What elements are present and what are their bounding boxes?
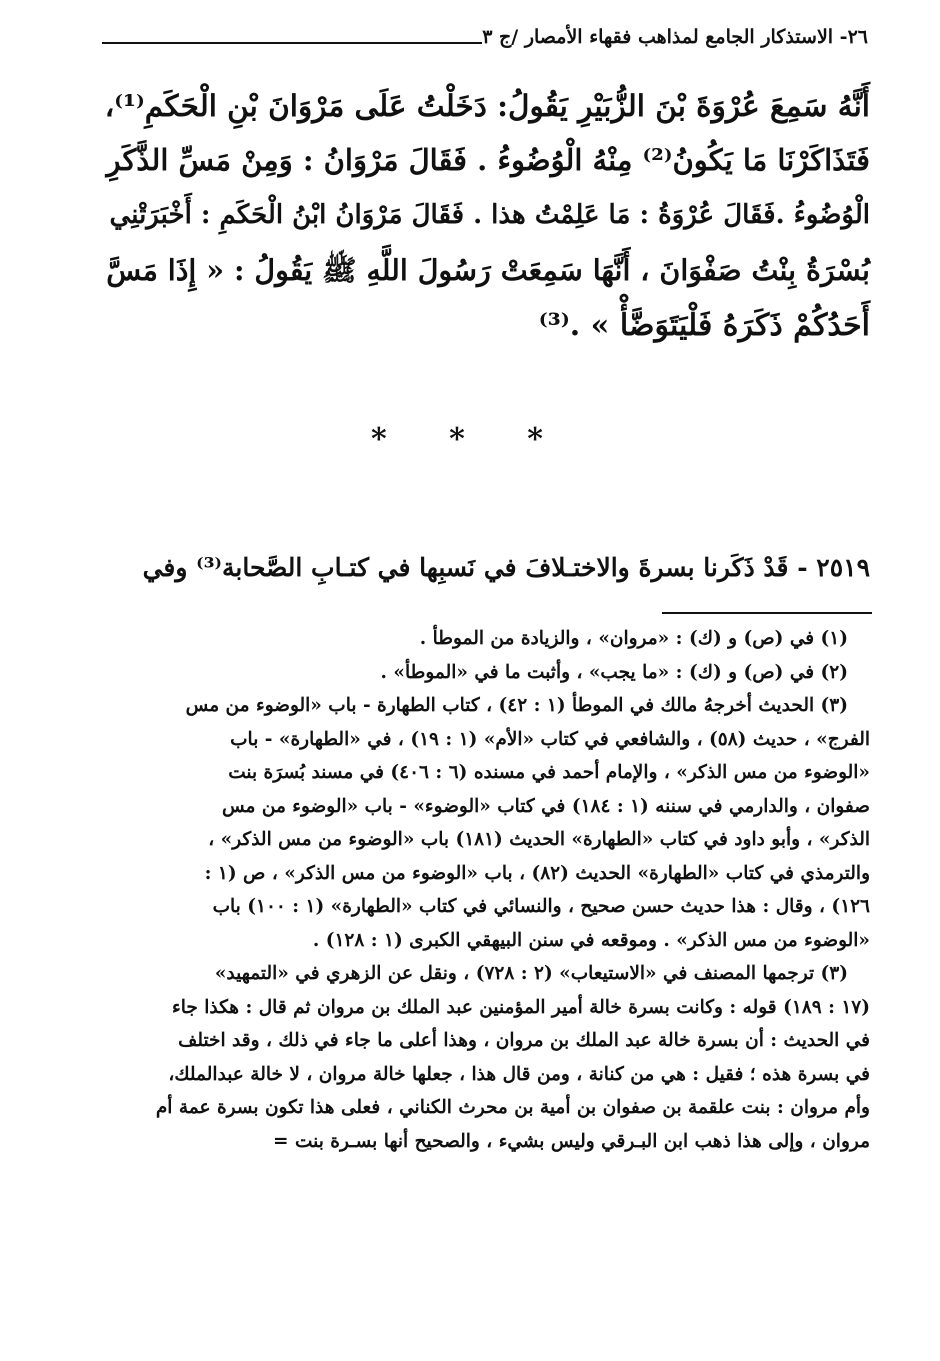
hadith-line: الْوُضُوءُ .فَقَالَ عُرْوَةُ : مَا عَلِمْتُ هذا . فَقَالَ مَرْوَانُ ابْنُ الْحَكَمِ : أَخْبَرَتْنِي [109,200,870,230]
footnote-line: في الحديث : أن بسرة خالة عبد الملك بن مروان ، وهذا أعلى ما جاء في ذلك ، وقد اختلف [178,1030,870,1051]
footnote-line: (٣) ترجمها المصنف في «الاستيعاب» (٢ : ٧٢٨) ، ونقل عن الزهري في «التمهيد» [214,963,848,984]
footnote-line: وأم مروان : بنت علقمة بن صفوان بن أمية بن محرث الكناني ، فعلى هذا تكون بسرة عمة أم [155,1097,870,1118]
footnote-line: الذكر» ، وأبو داود في كتاب «الطهارة» الحديث (١٨١) باب «الوضوء من مس الذكر» ، [208,829,870,850]
section-paragraph-2519: ٢٥١٩ - قَدْ ذَكَرنا بسرةَ والاختـلافَ في نَسبِها في كتـابِ الصَّحابة⁽³⁾ وفي [142,553,870,582]
footnote-line: مروان ، وإلى هذا ذهب ابن البـرقي وليس بشيء ، والصحيح أنها بسـرة بنت = [273,1130,870,1152]
header-rule [102,42,482,44]
footnote-line: (٢) في (ص) و (ك) : «ما يجب» ، وأثبت ما في «الموطأ» . [380,661,848,683]
footnote-line: «الوضوء من مس الذكر» . وموقعه في سنن البيهقي الكبرى (١ : ١٢٨) . [312,929,870,951]
footnote-line: ١٢٦) ، وقال : هذا حديث حسن صحيح ، والنسائي في كتاب «الطهارة» (١ : ١٠٠) باب [212,896,870,917]
hadith-line: أَحَدُكُمْ ذَكَرَهُ فَلْيَتَوَضَّأْ » .⁽³⁾ [538,308,870,343]
footnote-line: (١) في (ص) و (ك) : «مروان» ، والزيادة من الموطأ . [419,628,848,649]
running-header: ٢٦- الاستذكار الجامع لمذاهب فقهاء الأمصار /ج ٣ [482,26,868,48]
footnote-line: صفوان ، والدارمي في سننه (١ : ١٨٤) في كتاب «الوضوء» - باب «الوضوء من مس [221,795,870,817]
hadith-line: فَتَذَاكَرْنَا مَا يَكُونُ⁽²⁾ مِنْهُ الْوُضُوءُ . فَقَالَ مَرْوَانُ : وَمِنْ مَسِّ الذَّكَرِ [106,143,870,177]
footnotes [98,622,870,1158]
footnote-line: (١٧ : ١٨٩) قوله : وكانت بسرة خالة أمير المؤمنين عبد الملك بن مروان ثم قال : هكذا جاء [172,996,870,1018]
footnote-line: والترمذي في كتاب «الطهارة» الحديث (٨٢) ، باب «الوضوء من مس الذكر» ، ص (١ : [204,862,870,884]
footnote-line: (٣) الحديث أخرجهُ مالك في الموطأ (١ : ٤٢) ، كتاب الطهارة - باب «الوضوء من مس [185,695,848,716]
hadith-line: بُسْرَةُ بِنْتُ صَفْوَانَ ، أَنَّهَا سَمِعَتْ رَسُولَ اللَّهِ ﷺ يَقُولُ : « إِذَا مَسَّ [106,253,870,287]
hadith-text [98,78,870,353]
footnote-line: في بسرة هذه ؛ فقيل : هي من كنانة ، ومن قال هذا ، جعلها خالة مروان ، لا خالة عبدالملك، [168,1063,870,1085]
footnote-line: «الوضوء من مس الذكر» ، والإمام أحمد في مسنده (٦ : ٤٠٦) في مسند بُسرَة بنت [228,762,870,783]
section-separator: * * * [371,422,569,457]
footnote-line: الفرج» ، حديث (٥٨) ، والشافعي في كتاب «الأم» (١ : ١٩) ، في «الطهارة» - باب [230,728,870,750]
footnote-rule [662,612,872,614]
hadith-line: أَنَّهُ سَمِعَ عُرْوَةَ بْنَ الزُّبَيْرِ يَقُولُ: دَخَلْتُ عَلَى مَرْوَانَ بْنِ الْحَكَمِ⁽¹⁾، [104,88,870,123]
